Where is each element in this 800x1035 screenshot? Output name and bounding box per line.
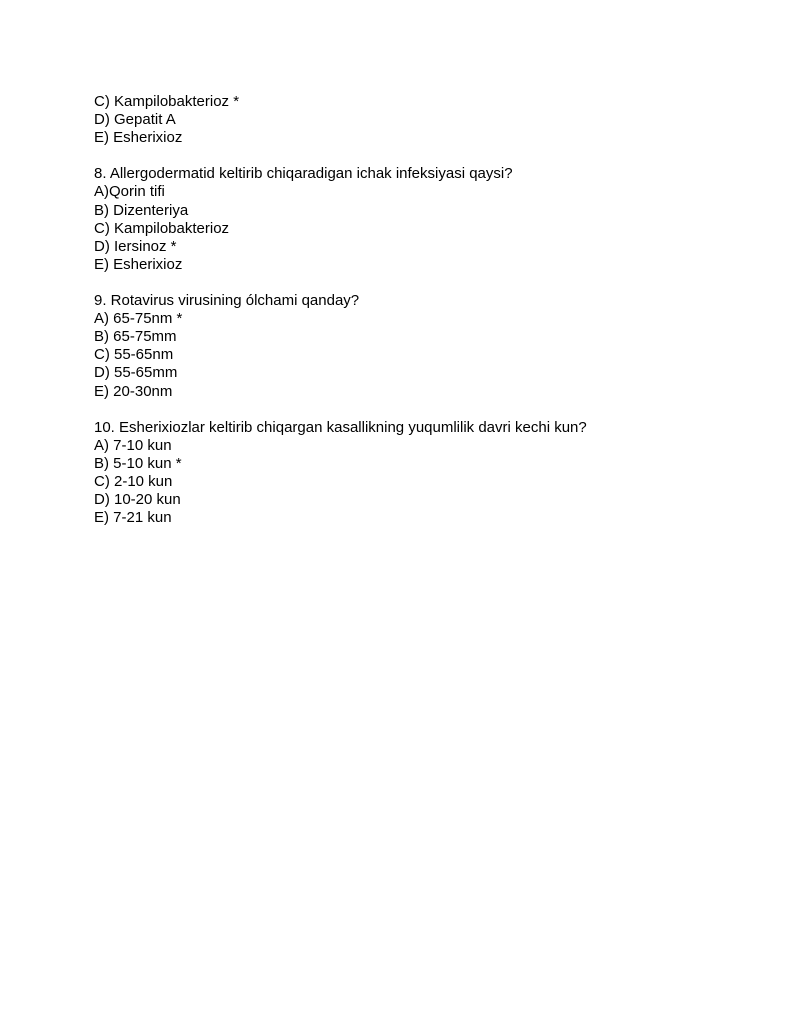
option-e: E) Esherixioz — [94, 129, 183, 147]
question-text: 8. Allergodermatid keltirib chiqaradigan ichak infeksiyasi qaysi? — [94, 165, 513, 183]
option-e: E) 7-21 kun — [94, 509, 172, 527]
blank-line — [94, 274, 734, 292]
question-7-options — [94, 93, 734, 147]
option-d: D) 55-65mm — [94, 364, 178, 382]
option-a: A)Qorin tifi — [94, 183, 165, 201]
option-d: D) Iersinoz * — [94, 237, 177, 255]
option-c: C) 2-10 kun — [94, 472, 173, 490]
option-c: C) Kampilobakterioz — [94, 219, 230, 237]
question-text: 9. Rotavirus virusining ólchami qanday? — [94, 292, 360, 310]
question-text: 10. Esherixiozlar keltirib chiqargan kasallikning yuqumlilik davri kechi kun? — [94, 418, 587, 436]
question-9 — [94, 292, 734, 401]
blank-line — [94, 147, 734, 165]
option-d: D) 10-20 kun — [94, 491, 181, 509]
question-8 — [94, 165, 734, 274]
option-b: B) 65-75mm — [94, 328, 177, 346]
option-c: C) 55-65nm — [94, 346, 174, 364]
option-b: B) Dizenteriya — [94, 201, 189, 219]
document-page — [94, 93, 734, 527]
blank-line — [94, 401, 734, 419]
question-10 — [94, 419, 734, 528]
option-e: E) Esherixioz — [94, 255, 183, 273]
option-d: D) Gepatit A — [94, 111, 176, 129]
option-a: A) 65-75nm * — [94, 310, 183, 328]
option-c: C) Kampilobakterioz * — [94, 93, 240, 110]
option-a: A) 7-10 kun — [94, 436, 172, 454]
option-e: E) 20-30nm — [94, 382, 173, 400]
option-b: B) 5-10 kun * — [94, 454, 182, 472]
